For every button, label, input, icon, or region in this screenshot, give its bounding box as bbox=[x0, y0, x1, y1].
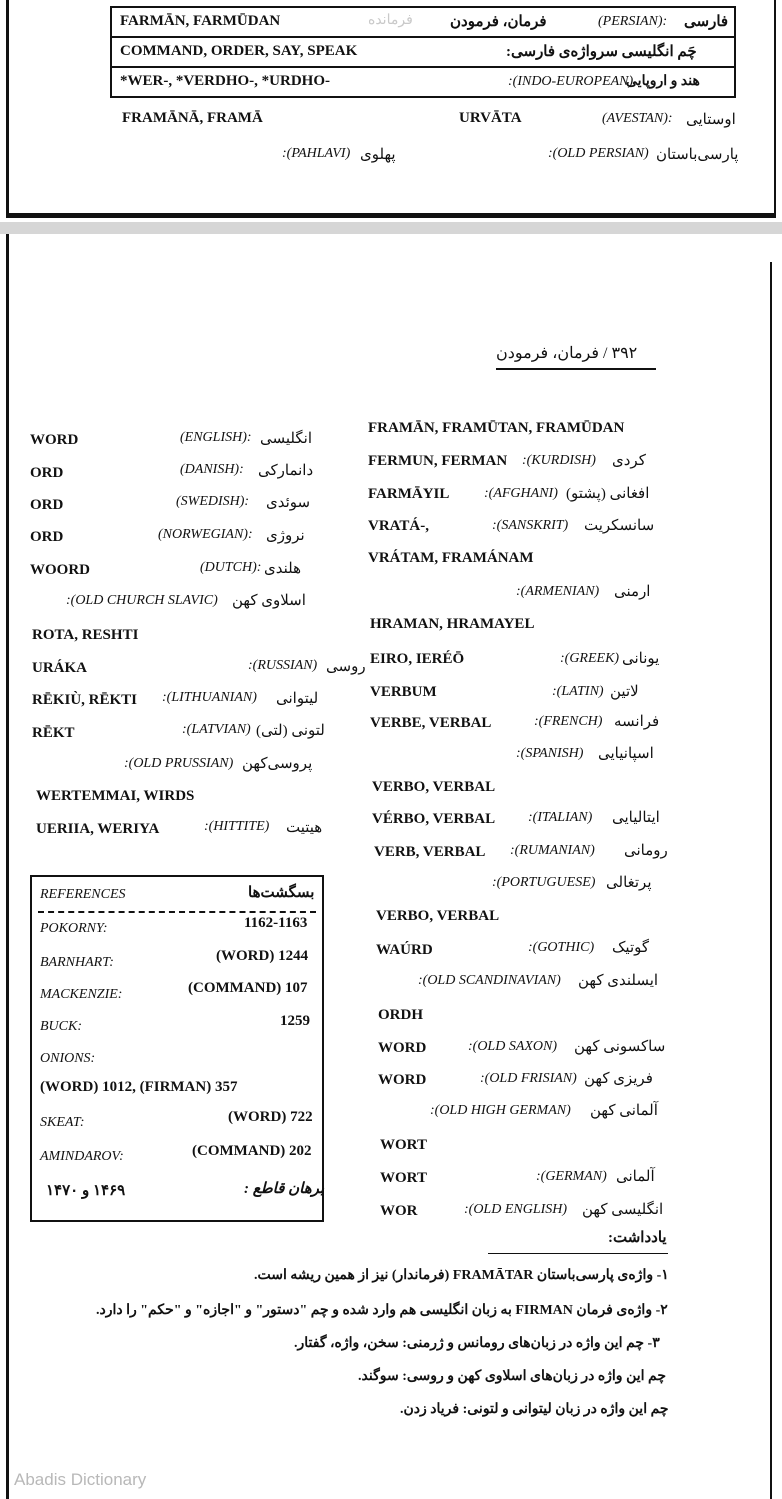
left-lang-fa: دانمارکی bbox=[258, 463, 314, 479]
left-word: WOORD bbox=[30, 562, 90, 578]
reference-value: 1162-1163 bbox=[244, 915, 308, 931]
right-lang-fa: رومانی bbox=[624, 843, 668, 859]
left-lang-fa: انگلیسی bbox=[260, 431, 313, 447]
right-lang-en: :(GOTHIC) bbox=[528, 940, 595, 955]
header-row-meaning bbox=[111, 37, 735, 67]
left-lang-fa: نروژی bbox=[266, 528, 305, 544]
notes-underline bbox=[488, 1253, 668, 1254]
right-lang-fa: اسپانیایی bbox=[598, 746, 654, 762]
note-line: ۱- واژه‌ی پارسی‌باستان FRAMĀTAR (فرماندار) نیز از همین ریشه است. bbox=[254, 1268, 669, 1283]
right-lang-en: :(OLD HIGH GERMAN) bbox=[430, 1103, 571, 1118]
header-table bbox=[110, 6, 736, 98]
right-word: WORT bbox=[380, 1170, 427, 1186]
right-lang-en: :(SANSKRIT) bbox=[492, 518, 569, 533]
page-title: ۳۹۲ / فرمان، فرمودن bbox=[496, 345, 638, 362]
right-word: WORT bbox=[380, 1137, 427, 1153]
faint-overlay-text: فرمانده bbox=[368, 13, 413, 28]
left-lang-fa: هیتیت bbox=[286, 820, 323, 836]
pahlavi-label-en: :(PAHLAVI) bbox=[282, 146, 351, 161]
right-lang-fa: آلمانی bbox=[616, 1169, 655, 1185]
page-right-rule bbox=[770, 262, 772, 1499]
page-gap bbox=[0, 222, 782, 234]
right-lang-en: :(OLD ENGLISH) bbox=[464, 1202, 568, 1217]
right-word: VÉRBO, VERBAL bbox=[372, 811, 496, 827]
left-lang-fa: هلندی bbox=[264, 561, 302, 577]
right-lang-fa: فریزی کهن bbox=[584, 1071, 653, 1087]
watermark: Abadis Dictionary bbox=[14, 1470, 147, 1489]
right-word: WAÚRD bbox=[376, 942, 433, 958]
right-lang-en: :(KURDISH) bbox=[522, 453, 596, 468]
reference-label: POKORNY: bbox=[40, 921, 108, 936]
left-word: RĒKIÙ, RĒKTI bbox=[32, 692, 138, 708]
left-word: ORD bbox=[30, 529, 64, 545]
left-lang-en: :(RUSSIAN) bbox=[248, 658, 318, 673]
left-word: ROTA, RESHTI bbox=[32, 627, 139, 643]
right-lang-en: :(AFGHANI) bbox=[484, 486, 558, 501]
pie-label-fa: هند و اروپایی bbox=[626, 74, 700, 89]
persian-word-fa: فرمان، فرمودن bbox=[450, 14, 547, 30]
right-lang-fa: فرانسه bbox=[614, 714, 660, 730]
left-lang-en: :(OLD CHURCH SLAVIC) bbox=[66, 593, 218, 608]
right-lang-fa: سانسکریت bbox=[584, 518, 655, 534]
left-lang-fa: لیتوانی bbox=[276, 691, 319, 707]
right-lang-fa: ایسلندی کهن bbox=[578, 973, 659, 989]
left-lang-en: (ENGLISH): bbox=[180, 430, 252, 445]
left-lang-en: :(LITHUANIAN) bbox=[162, 690, 257, 705]
left-lang-en: :(HITTITE) bbox=[204, 819, 270, 834]
avestan-label-en: (AVESTAN): bbox=[602, 111, 673, 126]
reference-value: (WORD) 1012, (FIRMAN) 357 bbox=[40, 1079, 238, 1095]
top-card bbox=[0, 0, 782, 222]
reference-label: AMINDAROV: bbox=[40, 1149, 124, 1164]
left-word: RĒKT bbox=[32, 725, 75, 741]
right-word: WORD bbox=[378, 1040, 427, 1056]
references-title-fa: بسگشت‌ها bbox=[248, 885, 315, 901]
reference-label: SKEAT: bbox=[40, 1115, 85, 1130]
pahlavi-label-fa: پهلوی bbox=[360, 147, 396, 163]
left-word: WORD bbox=[30, 432, 79, 448]
right-word: ORDH bbox=[378, 1007, 423, 1023]
right-word: VERBUM bbox=[370, 684, 437, 700]
right-lang-fa: کردی bbox=[612, 453, 646, 469]
avestan-word: URVĀTA bbox=[459, 110, 522, 126]
references-divider bbox=[38, 911, 316, 913]
pie-label-en: :(INDO-EUROPEAN) bbox=[508, 74, 634, 89]
burhan-value: ۱۴۶۹ و ۱۴۷۰ bbox=[46, 1183, 126, 1199]
persian-forms: FARMĀN, FARMŪDAN bbox=[120, 13, 281, 29]
left-word: URÁKA bbox=[32, 660, 87, 676]
left-lang-fa: پروسی‌کهن bbox=[242, 756, 313, 772]
reference-value: 1259 bbox=[280, 1013, 310, 1029]
right-word: FERMUN, FERMAN bbox=[368, 453, 508, 469]
right-word: VRÁTAM, FRAMÁNAM bbox=[368, 550, 534, 566]
right-word: WORD bbox=[378, 1072, 427, 1088]
left-lang-fa: اسلاوی کهن bbox=[232, 593, 306, 609]
right-lang-en: :(PORTUGUESE) bbox=[492, 875, 596, 890]
references-box bbox=[30, 875, 324, 1222]
note-line: چم این واژه در زبان‌های اسلاوی کهن و روسی: سوگند. bbox=[358, 1369, 666, 1384]
reference-value: (WORD) 1244 bbox=[216, 948, 309, 964]
left-lang-fa: روسی bbox=[326, 659, 366, 675]
avestan-label-fa: اوستایی bbox=[686, 112, 736, 128]
right-lang-en: :(OLD SCANDINAVIAN) bbox=[418, 973, 561, 988]
left-word: UERIIA, WERIYA bbox=[36, 821, 160, 837]
left-lang-fa: لتونی (لتی) bbox=[256, 723, 325, 739]
left-lang-en: (SWEDISH): bbox=[176, 494, 250, 509]
header-row-pie bbox=[111, 67, 735, 97]
page-left-rule bbox=[6, 234, 9, 1499]
right-lang-en: :(GERMAN) bbox=[536, 1169, 607, 1184]
right-lang-en: :(GREEK) bbox=[560, 651, 620, 666]
persian-label-en: (PERSIAN): bbox=[598, 14, 668, 29]
references-title-en: REFERENCES bbox=[40, 887, 126, 902]
right-word: VERBO, VERBAL bbox=[376, 908, 500, 924]
right-word: FARMĀYIL bbox=[368, 486, 450, 502]
right-lang-fa: لاتین bbox=[610, 684, 639, 700]
burhan-label: برهان قاطع : bbox=[244, 1181, 325, 1197]
left-lang-en: (NORWEGIAN): bbox=[158, 527, 253, 542]
left-lang-en: (DANISH): bbox=[180, 462, 244, 477]
page-title-underline bbox=[496, 368, 656, 370]
persian-label-fa: فارسی bbox=[684, 14, 729, 30]
right-lang-fa: ساکسونی کهن bbox=[574, 1039, 666, 1055]
right-word: EIRO, IERÉŌ bbox=[370, 651, 465, 667]
right-lang-en: :(RUMANIAN) bbox=[510, 843, 595, 858]
left-lang-en: :(OLD PRUSSIAN) bbox=[124, 756, 234, 771]
reference-value: (COMMAND) 202 bbox=[192, 1143, 312, 1159]
right-word: WOR bbox=[380, 1203, 418, 1219]
left-lang-en: :(LATVIAN) bbox=[182, 722, 251, 737]
right-word: VERB, VERBAL bbox=[374, 844, 486, 860]
right-lang-fa: گوتیک bbox=[612, 940, 650, 956]
reference-value: (WORD) 722 bbox=[228, 1109, 313, 1125]
note-line: ۳- چم این واژه در زبان‌های رومانس و ژرمنی: سخن، واژه، گفتار. bbox=[294, 1336, 660, 1351]
english-meaning: COMMAND, ORDER, SAY, SPEAK bbox=[120, 43, 358, 59]
pie-roots: *WER-, *VERDHO-, *URDHO- bbox=[120, 73, 330, 89]
note-line: چم این واژه در زبان لیتوانی و لتونی: فریاد زدن. bbox=[400, 1402, 669, 1417]
right-word: HRAMAN, HRAMAYEL bbox=[370, 616, 535, 632]
right-lang-fa: ایتالیایی bbox=[612, 810, 660, 826]
right-lang-fa: آلمانی کهن bbox=[590, 1103, 658, 1119]
oldpersian-label-fa: پارسی‌باستان bbox=[656, 147, 739, 163]
right-lang-fa: افغانی (پشتو) bbox=[566, 486, 650, 502]
right-lang-en: :(OLD SAXON) bbox=[468, 1039, 558, 1054]
right-lang-en: :(ITALIAN) bbox=[528, 810, 593, 825]
right-word: VERBO, VERBAL bbox=[372, 779, 496, 795]
note-line: ۲- واژه‌ی فرمان FIRMAN به زبان انگلیسی هم وارد شده و چم "دستور" و "اجازه" و "حکم" را دارد. bbox=[96, 1303, 668, 1318]
avestan-forms: FRAMĀNĀ, FRAMĀ bbox=[122, 110, 263, 126]
oldpersian-label-en: :(OLD PERSIAN) bbox=[548, 146, 649, 161]
right-lang-fa: ارمنی bbox=[614, 584, 651, 600]
right-lang-fa: انگلیسی کهن bbox=[582, 1202, 664, 1218]
right-lang-en: :(LATIN) bbox=[552, 684, 604, 699]
reference-label: BUCK: bbox=[40, 1019, 82, 1034]
left-word: ORD bbox=[30, 497, 64, 513]
right-lang-en: :(SPANISH) bbox=[516, 746, 584, 761]
reference-value: (COMMAND) 107 bbox=[188, 980, 308, 996]
right-word: FRAMĀN, FRAMŪTAN, FRAMŪDAN bbox=[368, 420, 625, 436]
left-lang-en: (DUTCH): bbox=[200, 560, 262, 575]
notes-heading: یادداشت: bbox=[608, 1230, 667, 1246]
right-lang-en: :(OLD FRISIAN) bbox=[480, 1071, 577, 1086]
header-row-persian bbox=[111, 7, 735, 37]
right-lang-fa: یونانی bbox=[622, 651, 660, 667]
meaning-label-fa: چَم انگلیسی سرواژه‌ی فارسی: bbox=[506, 44, 697, 60]
right-word: VERBE, VERBAL bbox=[370, 715, 492, 731]
reference-label: ONIONS: bbox=[40, 1051, 96, 1066]
right-word: VRATÁ-, bbox=[368, 518, 429, 534]
left-lang-fa: سوئدی bbox=[266, 495, 311, 511]
left-word: WERTEMMAI, WIRDS bbox=[36, 788, 195, 804]
left-word: ORD bbox=[30, 465, 64, 481]
reference-label: BARNHART: bbox=[40, 955, 114, 970]
right-lang-en: :(ARMENIAN) bbox=[516, 584, 600, 599]
right-lang-fa: پرتغالی bbox=[606, 875, 652, 891]
reference-label: MACKENZIE: bbox=[40, 987, 123, 1002]
right-lang-en: :(FRENCH) bbox=[534, 714, 603, 729]
